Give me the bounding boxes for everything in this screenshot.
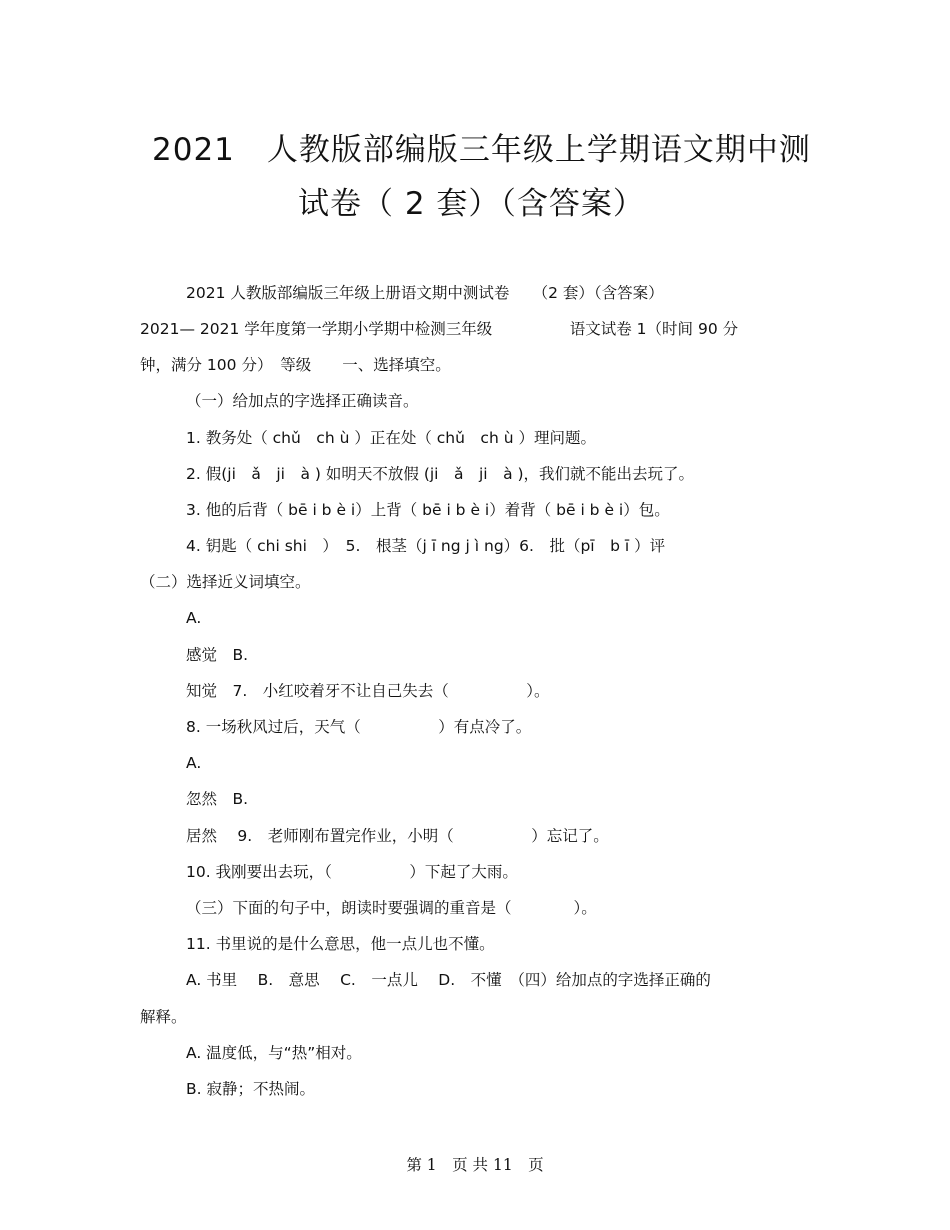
body-line: 忽然 B. — [186, 790, 249, 808]
body-line: （三）下面的句子中，朗读时要强调的重音是（ ）。 — [186, 899, 597, 917]
body-line: A. — [186, 754, 202, 772]
body-line: 1. 教务处（ chǔ ch ù ）正在处（ chǔ ch ù ）理问题。 — [186, 429, 596, 447]
body-line: 居然 9. 老师刚布置完作业，小明（ ）忘记了。 — [186, 827, 609, 845]
page-footer: 第 1 页 共 11 页 — [406, 1156, 544, 1174]
document-title-line-1: 2021 人教版部编版三年级上学期语文期中测 — [152, 132, 811, 168]
body-line: B. 寂静；不热闹。 — [186, 1080, 315, 1098]
body-line: 知觉 7. 小红咬着牙不让自己失去（ ）。 — [186, 682, 550, 700]
body-line: （一）给加点的字选择正确读音。 — [186, 392, 419, 410]
body-line: 3. 他的后背（ bē i b è i）上背（ bē i b è i）着背（ bē i b è i）包。 — [186, 501, 670, 519]
body-line: 2. 假(ji ǎ ji à ) 如明天不放假 (ji ǎ ji à )，我们就不能出去玩了。 — [186, 465, 695, 483]
body-line: 4. 钥匙（ chi shi ） 5. 根茎（j ī ng j ì ng）6. 批（pī b ī ）评 — [186, 537, 666, 555]
body-line: 11. 书里说的是什么意思，他一点儿也不懂。 — [186, 935, 495, 953]
body-line: A. — [186, 609, 202, 627]
body-line: 钟，满分 100 分） 等级 一、选择填空。 — [140, 356, 451, 374]
body-line: 解释。 — [140, 1008, 187, 1026]
body-line: 感觉 B. — [186, 646, 249, 664]
body-line: A. 书里 B. 意思 C. 一点儿 D. 不懂 （四）给加点的字选择正确的 — [186, 971, 711, 989]
body-line: 2021— 2021 学年度第一学期小学期中检测三年级 语文试卷 1（时间 90 分 — [140, 320, 739, 338]
body-line: A. 温度低，与“热”相对。 — [186, 1044, 362, 1062]
body-line: 8. 一场秋风过后，天气（ ）有点冷了。 — [186, 718, 532, 736]
document-title-line-2: 试卷（ 2 套）（含答案） — [298, 186, 645, 222]
body-line: （二）选择近义词填空。 — [140, 573, 311, 591]
body-line: 2021 人教版部编版三年级上册语文期中测试卷 （2 套）（含答案） — [186, 284, 664, 302]
body-line: 10. 我刚要出去玩，（ ）下起了大雨。 — [186, 863, 518, 881]
